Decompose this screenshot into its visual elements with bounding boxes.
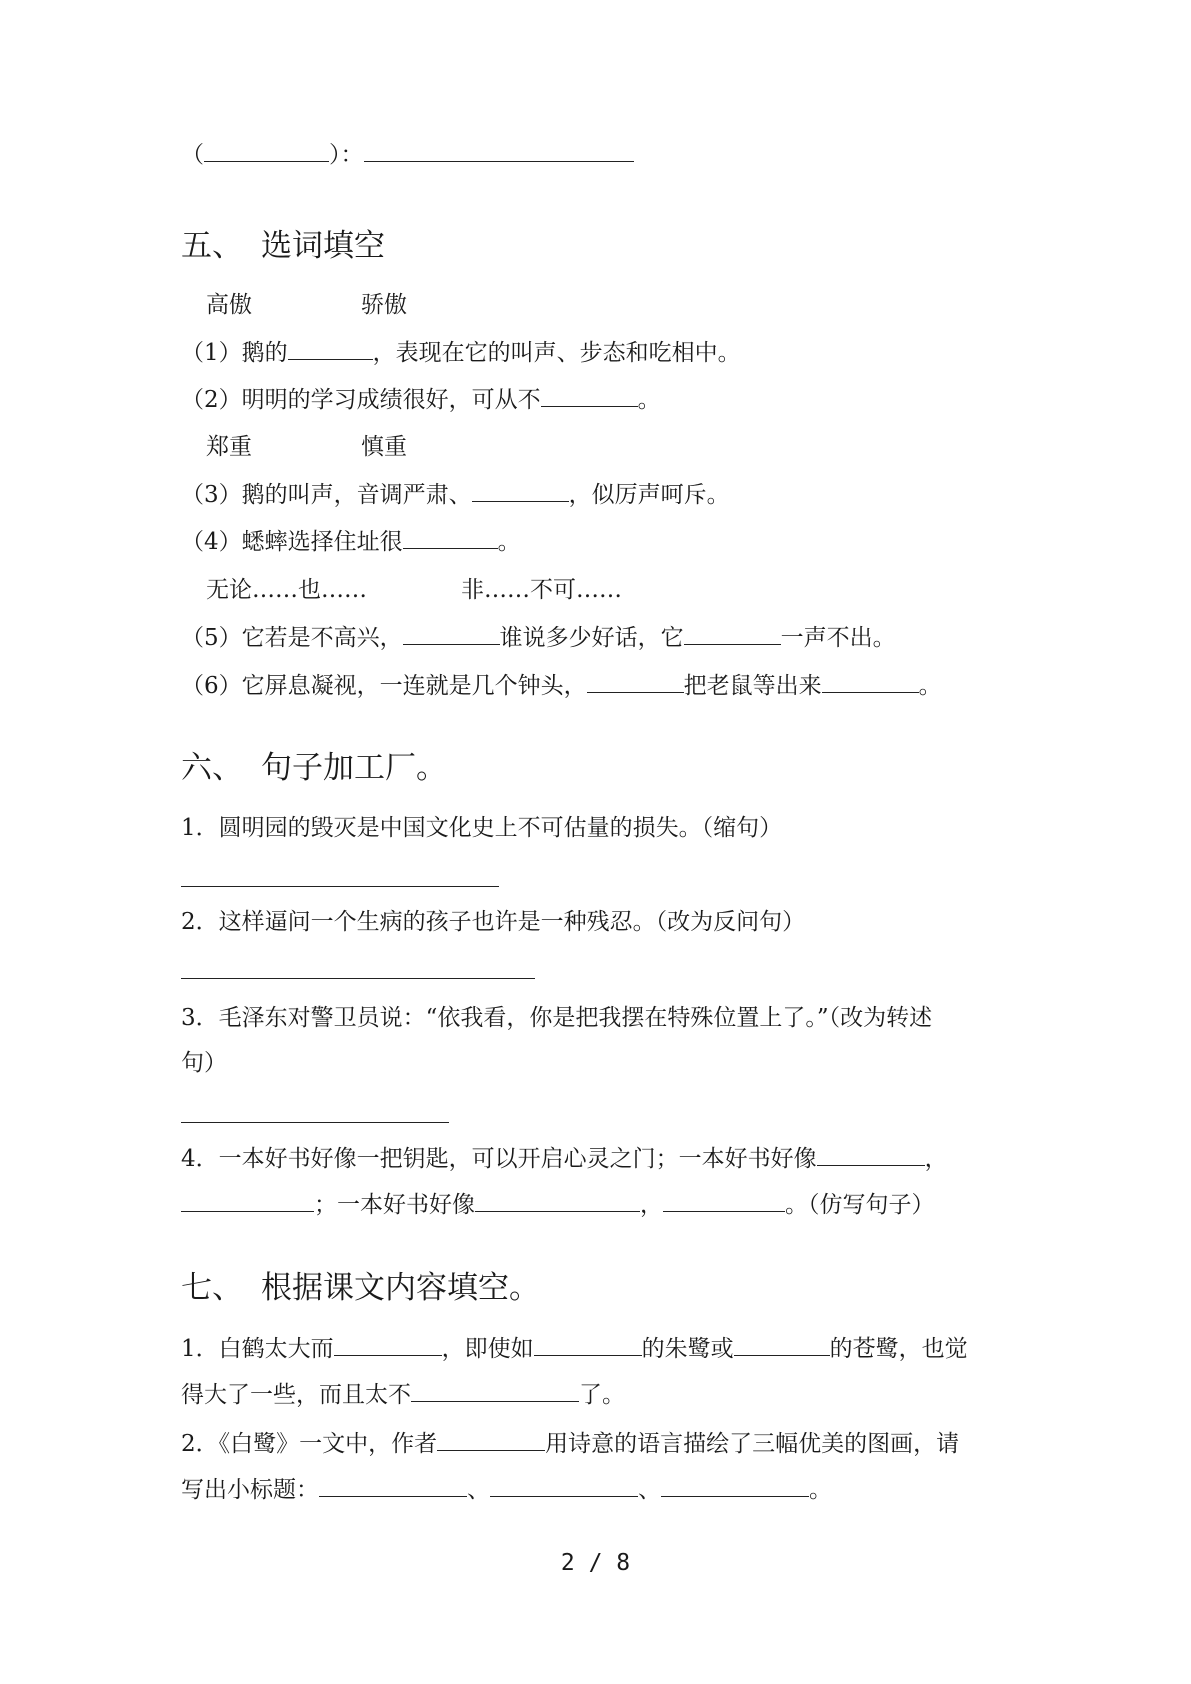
word-option: 郑重: [206, 434, 252, 460]
fill-text: 的朱鹭或: [641, 1336, 734, 1362]
blank[interactable]: [204, 141, 329, 162]
question-4: [181, 527, 521, 557]
fill-line-1: [181, 1334, 968, 1364]
blank[interactable]: [663, 1191, 785, 1212]
question-text: （3）鹅的叫声，音调严肃、: [181, 482, 472, 508]
word-option: 慎重: [361, 434, 407, 460]
question-2: [181, 385, 661, 415]
fill-text: 写出小标题：: [181, 1477, 319, 1503]
blank[interactable]: [684, 624, 781, 645]
sentence-2: 2．这样逼问一个生病的孩子也许是一种残忍。（改为反问句）: [181, 909, 806, 935]
word-option: 无论……也……: [206, 577, 367, 603]
fill-line-4: [181, 1475, 832, 1505]
blank[interactable]: [822, 672, 919, 693]
question-text: ，似厉声呵斥。: [568, 482, 730, 508]
fill-text: 。: [809, 1477, 832, 1503]
blank[interactable]: [541, 386, 638, 407]
fill-text: 用诗意的语言描绘了三幅优美的图画，请: [545, 1431, 960, 1457]
question-5: [181, 623, 896, 653]
section-number: 六、: [181, 750, 243, 786]
question-text: （2）明明的学习成绩很好，可从不: [181, 387, 541, 413]
fill-line-2: [181, 1380, 625, 1410]
sentence-1: 1．圆明园的毁灭是中国文化史上不可估量的损失。（缩句）: [181, 815, 783, 841]
word-option: 非……不可……: [461, 577, 622, 603]
blank[interactable]: [181, 1191, 314, 1212]
answer-line[interactable]: [181, 885, 499, 887]
sentence-text: 。（仿写句子）: [785, 1192, 935, 1218]
blank[interactable]: [288, 339, 373, 360]
blank[interactable]: [472, 481, 569, 502]
blank[interactable]: [411, 1381, 579, 1402]
blank[interactable]: [319, 1476, 467, 1497]
fill-text: 2．《白鹭》一文中，作者: [181, 1431, 438, 1457]
blank[interactable]: [437, 1430, 545, 1451]
blank[interactable]: [403, 624, 500, 645]
page-number: 2 / 8: [560, 1550, 631, 1576]
blank[interactable]: [364, 141, 634, 162]
question-text: ，表现在它的叫声、步态和吃相中。: [372, 340, 741, 366]
section-7-heading: [181, 1268, 540, 1308]
sentence-3: 3．毛泽东对警卫员说：“依我看，你是把我摆在特殊位置上了。”（改为转述: [181, 1005, 933, 1031]
blank[interactable]: [534, 1335, 642, 1356]
blank[interactable]: [475, 1191, 640, 1212]
question-text: 把老鼠等出来: [683, 673, 822, 699]
sentence-4: [181, 1144, 948, 1174]
sentence-text: 4．一本好书好像一把钥匙，可以开启心灵之门；一本好书好像: [181, 1146, 817, 1172]
blank[interactable]: [490, 1476, 638, 1497]
fill-text: 1．白鹤太大而: [181, 1336, 334, 1362]
question-text: （1）鹅的: [181, 340, 288, 366]
section-number: 七、: [181, 1270, 243, 1306]
question-text: 谁说多少好话，它: [499, 625, 684, 651]
word-option: 骄傲: [361, 292, 407, 318]
section-number: 五、: [181, 228, 243, 264]
fill-text: 、: [638, 1477, 661, 1503]
question-text: 。: [497, 529, 521, 555]
section-title: 选词填空: [261, 228, 385, 264]
question-text: （4）蟋蟀选择住址很: [181, 529, 403, 555]
answer-line[interactable]: [181, 1121, 449, 1123]
sentence-text: ，: [924, 1146, 948, 1172]
question-6: [181, 671, 942, 701]
blank[interactable]: [334, 1335, 442, 1356]
blank[interactable]: [587, 672, 684, 693]
open-paren: （: [181, 142, 204, 168]
blank[interactable]: [734, 1335, 830, 1356]
sentence-3-cont: 句）: [181, 1050, 227, 1076]
blank[interactable]: [817, 1145, 925, 1166]
word-option: 高傲: [206, 292, 252, 318]
fill-text: ，即使如: [441, 1336, 534, 1362]
question-text: 。: [637, 387, 661, 413]
sentence-text: ，: [640, 1192, 663, 1218]
section-6-heading: [181, 748, 447, 788]
fill-text: 得大了一些，而且太不: [181, 1382, 411, 1408]
blank[interactable]: [403, 528, 498, 549]
question-1: [181, 338, 741, 368]
section-title: 根据课文内容填空。: [261, 1270, 540, 1306]
question-text: （5）它若是不高兴，: [181, 625, 403, 651]
section-5-heading: [181, 226, 385, 266]
question-text: 。: [918, 673, 942, 699]
question-3: [181, 480, 730, 510]
fill-text: 的苍鹭，也觉: [829, 1336, 968, 1362]
fill-line-3: [181, 1429, 959, 1459]
top-fill-line: [181, 140, 634, 170]
section-title: 句子加工厂。: [261, 750, 447, 786]
close-paren: ）：: [329, 142, 364, 168]
fill-text: 、: [467, 1477, 490, 1503]
sentence-text: ；一本好书好像: [314, 1192, 475, 1218]
blank[interactable]: [661, 1476, 809, 1497]
question-text: （6）它屏息凝视，一连就是几个钟头，: [181, 673, 587, 699]
question-text: 一声不出。: [780, 625, 896, 651]
fill-text: 了。: [579, 1382, 625, 1408]
sentence-4-cont: [181, 1190, 935, 1220]
answer-line[interactable]: [181, 977, 535, 979]
